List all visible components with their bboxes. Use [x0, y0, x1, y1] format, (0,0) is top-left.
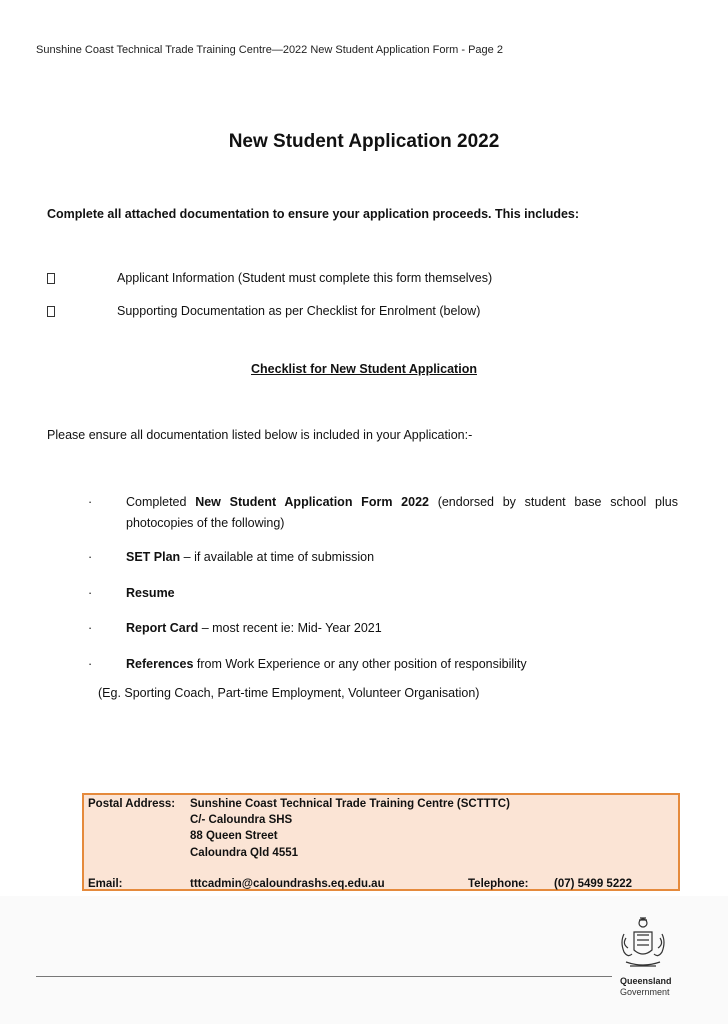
checklist-item-label: Supporting Documentation as per Checklist for Enrolment (below) [117, 304, 481, 318]
list-item [88, 492, 678, 534]
queensland-crest-icon [612, 912, 674, 974]
telephone-label: Telephone: [468, 878, 529, 890]
checkbox[interactable] [47, 273, 55, 284]
bullet-marker: · [88, 621, 93, 635]
item-bold-text: Report Card [126, 621, 199, 635]
email-label: Email: [88, 878, 123, 890]
item-bold-text: SET Plan [126, 550, 181, 564]
item-text: from Work Experience or any other position of responsibility [193, 657, 527, 671]
telephone-number: (07) 5499 5222 [554, 878, 633, 890]
postal-address-box [82, 793, 680, 891]
list-item [88, 547, 678, 568]
list-item [88, 654, 678, 675]
email-address[interactable]: tttcadmin@caloundrashs.eq.edu.au [190, 878, 385, 890]
bullet-marker: · [88, 550, 93, 564]
running-header: Sunshine Coast Technical Trade Training Centre—2022 New Student Application Form - Page 2 [36, 44, 503, 56]
government-logo-text: Queensland [620, 976, 672, 986]
government-logo-text: Government [620, 987, 670, 997]
item-bold-text: References [126, 657, 194, 671]
bullet-marker: · [88, 495, 93, 509]
checklist-item-label: Applicant Information (Student must complete this form themselves) [117, 271, 493, 285]
item-text: – if available at time of submission [180, 550, 375, 564]
item-bold-text: New Student Application Form 2022 [195, 495, 429, 509]
instruction-text: Please ensure all documentation listed below is included in your Application:- [47, 428, 473, 442]
page-title: New Student Application 2022 [228, 131, 500, 152]
checklist-heading: Checklist for New Student Application [251, 362, 477, 376]
item-text: (endorsed by student base school plus photocopies of the following) [126, 495, 678, 530]
list-item [88, 583, 678, 604]
examples-text: (Eg. Sporting Coach, Part-time Employment, Volunteer Organisation) [98, 686, 480, 700]
bullet-marker: · [88, 657, 93, 671]
postal-label: Postal Address: [88, 798, 176, 810]
item-text: Completed [126, 495, 196, 509]
list-item [88, 618, 678, 639]
postal-line: C/- Caloundra SHS [190, 814, 293, 826]
item-bold-text: Resume [126, 586, 175, 600]
footer-divider [36, 976, 612, 977]
intro-text: Complete all attached documentation to ensure your application proceeds. This includes: [47, 207, 580, 221]
postal-line: Caloundra Qld 4551 [190, 847, 299, 859]
bullet-marker: · [88, 586, 93, 600]
postal-line: 88 Queen Street [190, 830, 278, 842]
item-text: – most recent ie: Mid- Year 2021 [198, 621, 382, 635]
postal-name: Sunshine Coast Technical Trade Training Centre (SCTTTC) [190, 798, 510, 810]
checkbox[interactable] [47, 306, 55, 317]
